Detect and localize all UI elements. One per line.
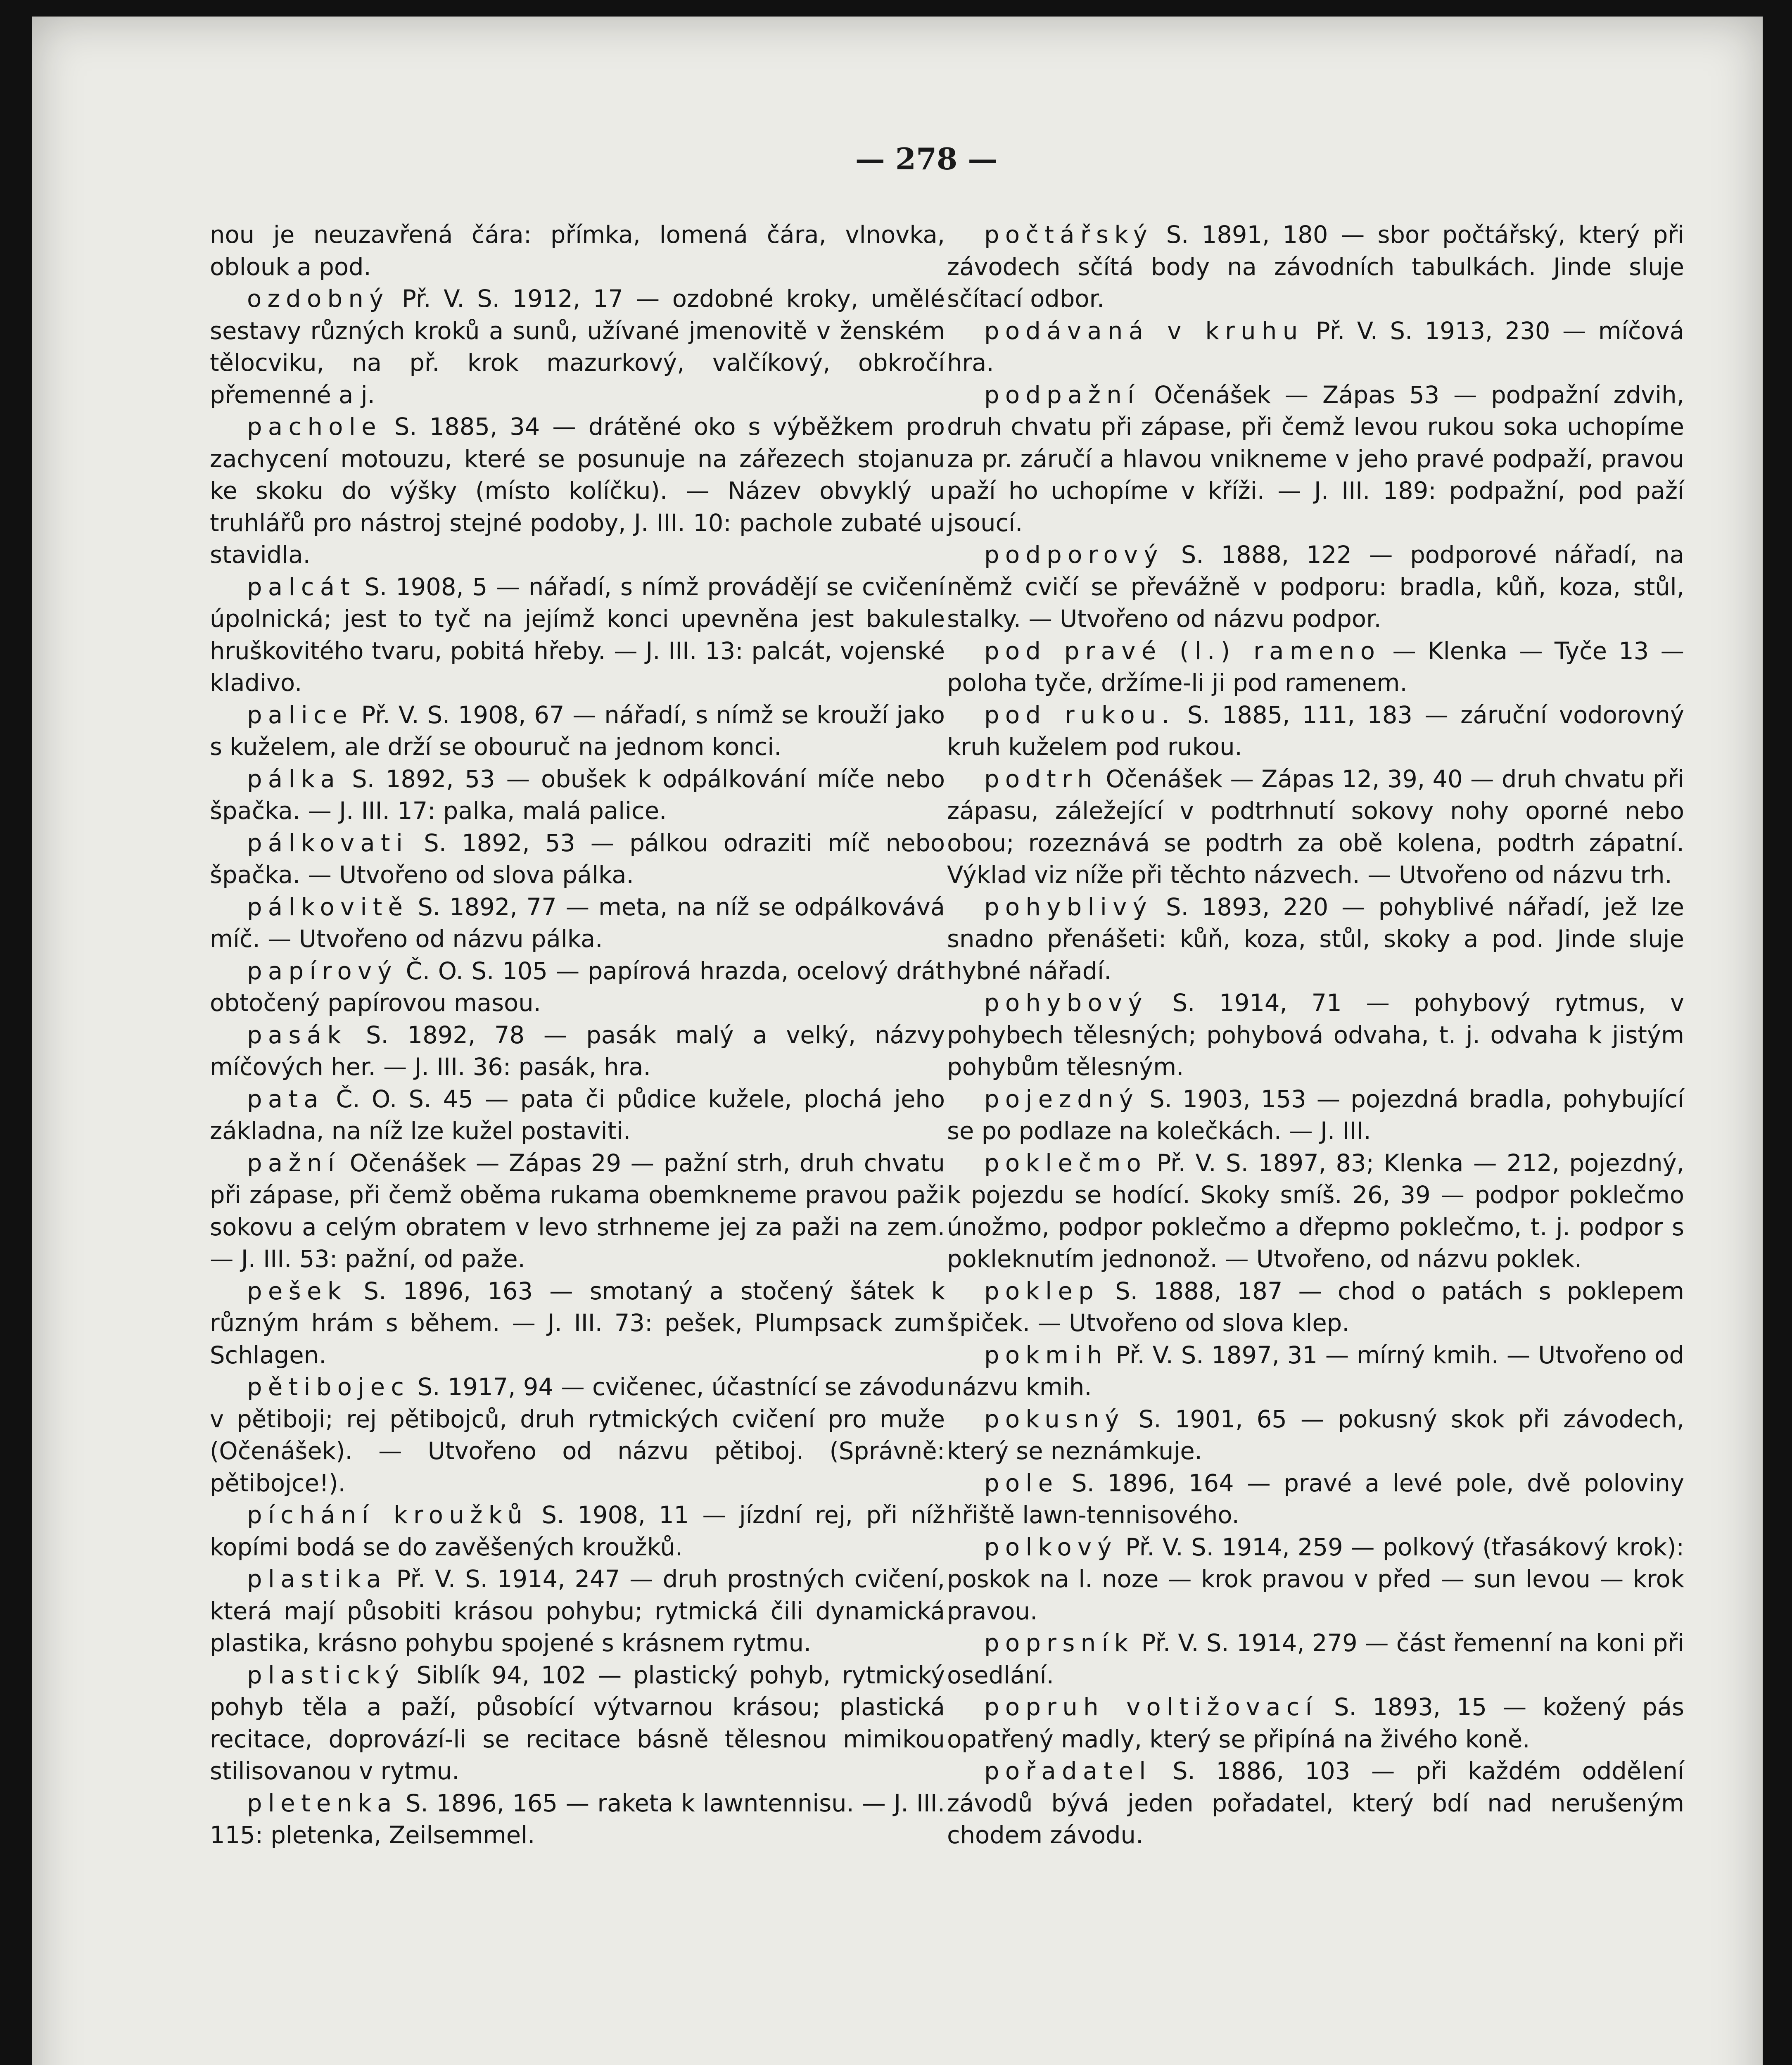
entry-text: Př. V. S. 1908, 67 — nářadí, s nímž se krouží jako s kuželem, ale drží se obouruč na jednom konci. [210, 701, 945, 761]
entry-text: Očenášek — Zápas 29 — pažní strh, druh chvatu při zápase, při čemž oběma rukama obemkneme pravou paži sokovu a celým obratem v levo strhneme jej za paži na zem. — J. III. 53: pažní, od paže. [210, 1149, 945, 1273]
dictionary-entry [947, 1339, 1684, 1403]
entry-headword: poklep [984, 1277, 1100, 1305]
dictionary-entry [210, 1147, 945, 1275]
entry-headword: pod rukou. [984, 701, 1175, 729]
entry-text: S. 1896, 163 — smotaný a stočený šátek k různým hrám s během. — J. III. 73: pešek, Plumpsack zum Schlagen. [210, 1277, 945, 1369]
dictionary-entry [210, 891, 945, 955]
dictionary-entry [210, 827, 945, 891]
entry-text: — Klenka — Tyče 13 — poloha tyče, držíme-li ji pod ramenem. [947, 637, 1684, 697]
entry-text: Očenášek — Zápas 12, 39, 40 — druh chvatu při zápasu, záležející v podtrhnutí sokovy nohy oporné nebo obou; rozeznává se podtrh za obě kolena, podtrh zápatní. Výklad viz níže při těchto názvech. — Utvořeno od názvu trh. [947, 765, 1684, 889]
entry-headword: pálkovati [247, 829, 409, 857]
entry-text: S. 1885, 111, 183 — záruční vodorovný kruh kuželem pod rukou. [947, 701, 1684, 761]
dictionary-entry [210, 1083, 945, 1147]
entry-text: S. 1888, 187 — chod o patách s poklepem špiček. — Utvořeno od slova klep. [947, 1277, 1684, 1337]
entry-text: Př. V. S. 1897, 31 — mírný kmih. — Utvořeno od názvu kmih. [947, 1341, 1684, 1401]
entry-headword: pořadatel [984, 1757, 1152, 1785]
entry-headword: pod pravé (l.) rameno [984, 637, 1381, 665]
entry-text: S. 1892, 53 — obušek k odpálkování míče nebo špačka. — J. III. 17: palka, malá palice. [210, 765, 945, 825]
entry-headword: pata [247, 1085, 325, 1113]
entry-headword: pokusný [984, 1405, 1125, 1433]
dictionary-entry [947, 219, 1684, 315]
entry-text: S. 1903, 153 — pojezdná bradla, pohybující se po podlaze na kolečkách. — J. III. [947, 1085, 1684, 1145]
dictionary-entry [947, 891, 1684, 987]
entry-text: S. 1901, 65 — pokusný skok při závodech, který se neznámkuje. [947, 1405, 1684, 1465]
entry-text: Př. V. S. 1914, 259 — polkový (třasákový krok): poskok na l. noze — krok pravou v před — sun levou — krok pravou. [947, 1533, 1684, 1625]
dictionary-entry [947, 1755, 1684, 1851]
dictionary-entry [947, 1531, 1684, 1628]
entry-text: S. 1892, 53 — pálkou odraziti míč nebo špačka. — Utvořeno od slova pálka. [210, 829, 945, 889]
entry-text: Očenášek — Zápas 53 — podpažní zdvih, druh chvatu při zápase, při čemž levou rukou soka uchopíme za pr. záručí a hlavou vnikneme v jeho pravé podpaží, pravou paží ho uchopíme v kříži. — J. III. 189: podpažní, pod paží jsoucí. [947, 381, 1684, 537]
right-column [947, 219, 1684, 1851]
entry-text: S. 1917, 94 — cvičenec, účastnící se závodu v pětiboji; rej pětibojců, druh rytmických cvičení pro muže (Očenášek). — Utvořeno od názvu pětiboj. (Správně: pětibojce!). [210, 1373, 945, 1497]
entry-headword: popruh voltižovací [984, 1693, 1318, 1721]
dictionary-entry [210, 411, 945, 571]
dictionary-entry [210, 1275, 945, 1372]
entry-headword: pešek [247, 1277, 347, 1305]
entry-text: Př. V. S. 1897, 83; Klenka — 212, pojezdný, k pojezdu se hodící. Skoky smíš. 26, 39 — podpor poklečmo únožmo, podpor poklečmo a dřepmo poklečmo, t. j. podpor s pokleknutím jednonož. — Utvořeno, od názvu poklek. [947, 1149, 1684, 1273]
entry-headword: pohyblivý [984, 893, 1153, 921]
page-number: — 278 — [855, 141, 998, 176]
entry-headword: pohybový [984, 989, 1148, 1017]
dictionary-entry [947, 539, 1684, 635]
entry-text: Č. O. S. 105 — papírová hrazda, ocelový drát obtočený papírovou masou. [210, 957, 945, 1017]
entry-text: S. 1893, 15 — kožený pás opatřený madly, který se připíná na živého koně. [947, 1693, 1684, 1753]
dictionary-entry [210, 763, 945, 827]
entry-text: S. 1896, 164 — pravé a levé pole, dvě poloviny hřiště lawn-tennisového. [947, 1469, 1684, 1529]
entry-headword: pálkovitě [247, 893, 409, 921]
entry-headword: plastika [247, 1565, 387, 1593]
entry-text: S. 1908, 5 — nářadí, s nímž provádějí se cvičení úpolnická; jest to tyč na jejímž konci upevněna jest bakule hruškovitého tvaru, pobitá hřeby. — J. III. 13: palcát, vojenské kladivo. [210, 573, 945, 697]
entry-headword: pálka [247, 765, 341, 793]
entry-headword: podpažní [984, 381, 1140, 409]
dictionary-entry [210, 955, 945, 1019]
entry-text: Př. V. S. 1914, 279 — část řemenní na koni při osedlání. [947, 1629, 1684, 1689]
entry-headword: počtářský [984, 221, 1154, 249]
entry-headword: palice [247, 701, 353, 729]
dictionary-entry [947, 1627, 1684, 1691]
entry-headword: pachole [247, 413, 382, 441]
dictionary-entry [210, 1019, 945, 1083]
entry-headword: pole [984, 1469, 1059, 1497]
entry-headword: polkový [984, 1533, 1118, 1561]
dictionary-entry [210, 1499, 945, 1563]
entry-text: S. 1886, 103 — při každém oddělení závodů bývá jeden pořadatel, který bdí nad nerušeným chodem závodu. [947, 1757, 1684, 1849]
entry-text: S. 1896, 165 — raketa k lawntennisu. — J. III. 115: pletenka, Zeilsemmel. [210, 1789, 945, 1849]
dictionary-entry [947, 1275, 1684, 1339]
entry-headword: pojezdný [984, 1085, 1139, 1113]
dictionary-entry [210, 699, 945, 763]
entry-headword: píchání kroužků [247, 1501, 529, 1529]
left-column [210, 219, 945, 1851]
dictionary-entry [947, 1691, 1684, 1755]
dictionary-entry [947, 699, 1684, 763]
entry-text: Př. V. S. 1914, 247 — druh prostných cvičení, která mají působiti krásou pohybu; rytmická čili dynamická plastika, krásno pohybu spojené s krásnem rytmu. [210, 1565, 945, 1657]
entry-text: Č. O. S. 45 — pata či půdice kužele, plochá jeho základna, na níž lze kužel postaviti. [210, 1085, 945, 1145]
dictionary-entry [947, 315, 1684, 379]
dictionary-entry [210, 1371, 945, 1499]
entry-text: S. 1914, 71 — pohybový rytmus, v pohybech tělesných; pohybová odvaha, t. j. odvaha k jistým pohybům tělesným. [947, 989, 1684, 1081]
entry-headword: palcát [247, 573, 356, 601]
entry-headword: pokmih [984, 1341, 1108, 1369]
dictionary-entry [947, 1147, 1684, 1275]
entry-headword: pažní [247, 1149, 341, 1177]
entry-text: nou je neuzavřená čára: přímka, lomená čára, vlnovka, oblouk a pod. [210, 221, 945, 281]
dictionary-entry [210, 1659, 945, 1787]
dictionary-entry [947, 1467, 1684, 1531]
dictionary-entry [210, 571, 945, 699]
dictionary-entry [210, 1787, 945, 1851]
dictionary-entry [947, 635, 1684, 699]
dictionary-entry [947, 763, 1684, 891]
entry-text: Př. V. S. 1913, 230 — míčová hra. [947, 317, 1684, 377]
dictionary-entry [210, 1563, 945, 1659]
entry-headword: papírový [247, 957, 398, 985]
dictionary-entry [947, 987, 1684, 1083]
entry-text: S. 1892, 77 — meta, na níž se odpálkovává míč. — Utvořeno od názvu pálka. [210, 893, 945, 953]
entry-headword: podtrh [984, 765, 1099, 793]
dictionary-entry [947, 379, 1684, 539]
entry-headword: pletenka [247, 1789, 398, 1817]
entry-text: S. 1888, 122 — podporové nářadí, na němž cvičí se převážně v podporu: bradla, kůň, koza, stůl, stalky. — Utvořeno od názvu podpor. [947, 541, 1684, 633]
entry-headword: pětibojec [247, 1373, 410, 1401]
entry-headword: pasák [247, 1021, 347, 1049]
entry-text: S. 1908, 11 — jízdní rej, při níž kopími bodá se do zavěšených kroužků. [210, 1501, 945, 1561]
entry-headword: poprsník [984, 1629, 1134, 1657]
dictionary-entry [210, 219, 945, 283]
entry-text: S. 1891, 180 — sbor počtářský, který při závodech sčítá body na závodních tabulkách. Jinde sluje sčítací odbor. [947, 221, 1684, 313]
entry-text: S. 1893, 220 — pohyblivé nářadí, jež lze snadno přenášeti: kůň, koza, stůl, skoky a pod. Jinde sluje hybné nářadí. [947, 893, 1684, 985]
entry-text: S. 1892, 78 — pasák malý a velký, názvy míčových her. — J. III. 36: pasák, hra. [210, 1021, 945, 1081]
entry-headword: poklečmo [984, 1149, 1147, 1177]
entry-text: Siblík 94, 102 — plastický pohyb, rytmický pohyb těla a paží, působící výtvarnou krásou; plastická recitace, doprovází-li se recitace básně tělesnou mimikou stilisovanou v rytmu. [210, 1661, 945, 1785]
entry-text: Př. V. S. 1912, 17 — ozdobné kroky, umělé sestavy různých kroků a sunů, užívané jmenovitě v ženském tělocviku, na př. krok mazurkový, valčíkový, obkročí přemenné a j. [210, 285, 945, 409]
dictionary-entry [947, 1403, 1684, 1467]
entry-headword: podávaná v kruhu [984, 317, 1304, 345]
entry-headword: plastický [247, 1661, 405, 1689]
book-page [32, 17, 1763, 2065]
entry-headword: podporový [984, 541, 1164, 569]
entry-text: S. 1885, 34 — drátěné oko s výběžkem pro zachycení motouzu, které se posunuje na zářezech stojanu ke skoku do výšky (místo kolíčku). — Název obvyklý u truhlářů pro nástroj stejné podoby, J. III. 10: pachole zubaté u stavidla. [210, 413, 945, 569]
entry-headword: ozdobný [247, 285, 389, 313]
dictionary-entry [210, 283, 945, 411]
dictionary-entry [947, 1083, 1684, 1147]
